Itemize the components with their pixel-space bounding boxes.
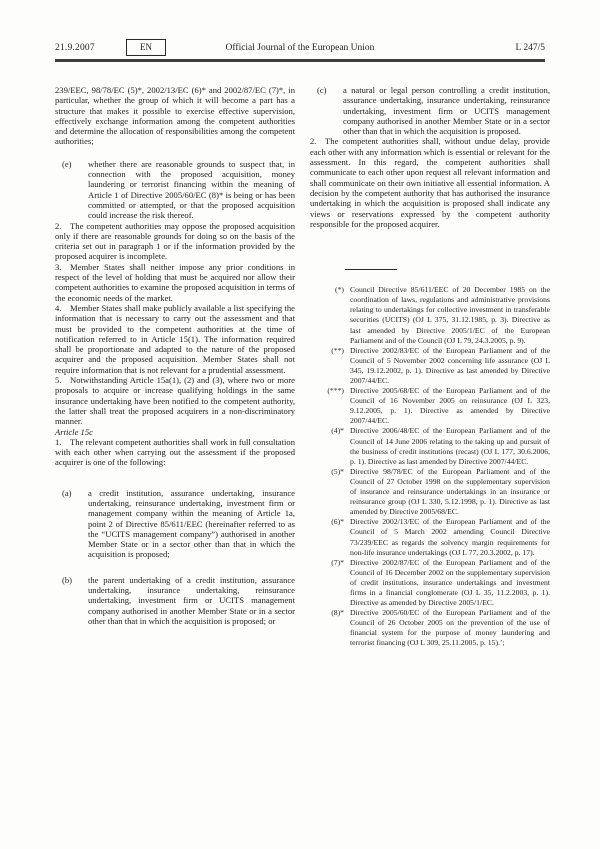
list-text-e: whether there are reasonable grounds to suspect that, in connection with the proposed acquisition, money laundering or terrorist financing within the meaning of Article 1 of Directive 2005/60/EC (8)* is being or has been committed or attempted, or that the proposed acquisition could increase the risk thereof. [88,158,295,221]
article-15c-heading: Article 15c [55,426,93,437]
list-marker-e: (e) [62,158,72,169]
paragraph-2: 2. The competent authorities may oppose the proposed acquisition only if there are reasonable grounds for doing so on the basis of the criteria set out in paragraph 1 or if the information provided by the proposed acquirer is incomplete. [55,220,295,262]
footnote-marker: (***) [327,386,344,396]
list-marker-a: (a) [62,487,72,498]
paragraph-4: 4. Member States shall make publicly available a list specifying the information that is necessary to carry out the assessment and that must be provided to the competent authorities at the time of notification referred to in Article 15(1). The information required shall be proportionate and adapted to the nature of the proposed acquirer and the proposed acquisition. Member States shall not require information that is not relevant for a prudential assessment. [55,302,295,375]
body-columns [55,85,550,649]
list-text-c: a natural or legal person controlling a credit institution, assurance undertaking, insurance undertaking, reinsurance undertaking, investment firm or UCITS management company authorised in another Member State or in a sector other than that in which the acquisition is proposed. [343,85,550,137]
footnote-row [320,386,550,426]
footnote-text: Directive 2002/13/EC of the European Parliament and of the Council of 5 March 2002 amending Council Directive 73/239/EEC as regards the solvency margin requirements for non-life insurance undertakings (OJ L 77, 20.3.2002, p. 17). [350,517,550,557]
list-text-b: the parent undertaking of a credit institution, assurance undertaking, insurance undertaking, reinsurance undertaking, investment firm or UCITS management company authorised in another Member State or in a sector other than that in which the acquisition is proposed; or [88,574,295,626]
header-rule [55,59,545,62]
footnote-marker: (5)* [331,466,344,476]
language-badge: EN [126,39,166,56]
footnote-marker: (7)* [331,557,344,567]
footnote-text: Directive 2002/87/EC of the European Parliament and of the Council of 16 December 2002 on the supplementary supervision of credit institutions, insurance undertakings and investment firms in a financial conglomerate (OJ L 35, 11.2.2003, p. 1). Directive as amended by Directive 2005/1/EC. [350,557,550,608]
list-item-e [55,159,295,221]
right-column [310,85,550,649]
paragraph-3: 3. Member States shall neither impose any prior conditions in respect of the level of holding that must be acquired nor allow their competent authorities to examine the proposed acquisition in terms of the economic needs of the market. [55,261,295,303]
footnote-marker: (**) [331,345,344,355]
list-item-b [55,575,295,626]
journal-title: Official Journal of the European Union [225,43,375,53]
paragraph-1: 1. The relevant competent authorities shall work in full consultation with each other when carrying out the assessment if the proposed acquirer is one of the following: [55,436,295,468]
footnote-text: Directive 2006/48/EC of the European Parliament and of the Council of 14 June 2006 relating to the taking up and pursuit of the business of credit institutions (recast) (OJ L 177, 30.6.2006, p. 1). Directive as last amended by Directive 2007/44/EC. [350,426,550,466]
footnote-row [320,346,550,386]
list-item-a [55,488,295,560]
left-column [55,85,295,649]
page-header [55,39,545,59]
footnote-marker: (6)* [331,517,344,527]
footnote-text: Directive 2005/68/EC of the European Parliament and of the Council of 16 November 2005 on reinsurance (OJ L 323, 9.12.2005, p. 1). Directive as amended by Directive 2007/44/EC. [350,386,550,426]
footnote-marker: (4)* [331,426,344,436]
footnote-divider [345,269,397,270]
paragraph-5: 5. Notwithstanding Article 15a(1), (2) and (3), where two or more proposals to acquire or increase qualifying holdings in the same insurance undertaking have been notified to the competent authority, the latter shall treat the proposed acquirers in a non-discriminatory manner. [55,375,295,427]
list-marker-c: (c) [317,85,327,95]
right-paragraph-2: 2. The competent authorities shall, without undue delay, provide each other with any information which is essential or relevant for the assessment. In this regard, the competent authorities shall communicate to each other upon request all relevant information and shall communicate on their own initiative all essential information. A decision by the competent authority that has authorised the insurance undertaking in which the acquisition is proposed shall indicate any views or reservations expressed by the competent authority responsible for the proposed acquirer. [310,136,550,229]
continuation-paragraph: 239/EEC, 98/78/EC (5)*, 2002/13/EC (6)* and 2002/87/EC (7)*, in particular, whether the group of which it will become a part has a structure that makes it possible to exercise effective supervision, effectively exchange information among the competent authorities and determine the allocation of responsibilities among the competent authorities; [55,85,295,147]
footnote-row [320,608,550,648]
list-marker-b: (b) [62,574,73,585]
footnote-marker: (8)* [331,608,344,618]
footnote-marker: (*) [335,285,344,295]
list-item-c [310,85,550,136]
footnote-text: Directive 2005/60/EC of the European Parliament and of the Council of 26 October 2005 on the prevention of the use of financial system for the purpose of money laundering and terrorist financing (OJ L 309, 25.11.2005, p. 15).’; [350,608,550,648]
footnote-row [320,467,550,517]
footnotes [310,285,550,648]
footnote-text: Directive 98/78/EC of the European Parliament and of the Council of 27 October 1998 on the supplementary supervision of insurance and reinsurance undertakings in an insurance or reinsurance group (OJ L 330, 5.12.1998, p. 1). Directive as last amended by Directive 2005/68/EC. [350,466,550,517]
footnote-text: Directive 2002/83/EC of the European Parliament and of the Council of 5 November 2002 concerning life assurance (OJ L 345, 19.12.2002, p. 1). Directive as last amended by Directive 2007/44/EC. [350,345,550,385]
journal-date: 21.9.2007 [55,43,95,53]
footnote-text: Council Directive 85/611/EEC of 20 December 1985 on the coordination of laws, regulations and administrative provisions relating to undertakings for collective investment in transferable securities (UCITS) (OJ L 375, 31.12.1985, p. 3). Directive as last amended by Directive 2005/1/EC of the European Parliament and of the Council (OJ L 79, 24.3.2005, p. 9). [350,285,550,345]
list-text-a: a credit institution, assurance undertaking, insurance undertaking, reinsurance undertaking, investment firm or management company within the meaning of Article 1a, point 2 of Directive 85/611/EEC (hereinafter referred to as the “UCITS management company”) authorised in another Member State or in a sector other than that in which the acquisition is proposed; [88,487,295,560]
footnote-row [320,558,550,608]
footnote-row [320,517,550,557]
page-number: L 247/5 [515,43,545,53]
footnote-row [320,285,550,346]
footnote-row [320,426,550,466]
